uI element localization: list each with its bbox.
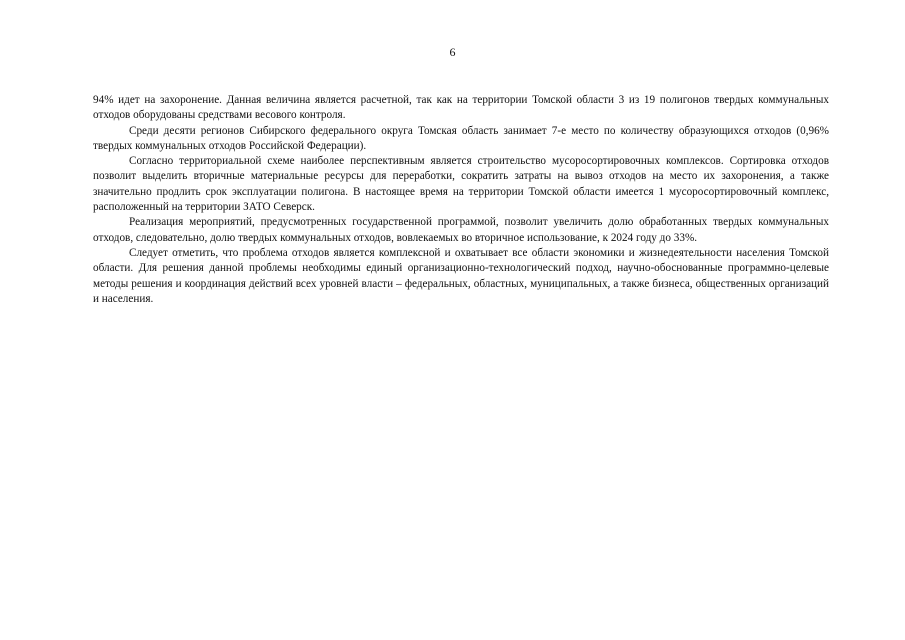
paragraph-sorting-complexes: Согласно территориальной схеме наиболее перспективным является строительство мусоросортировочных комплексов. Сортировка отходов позволит выделить вторичные материальные ресурсы для переработки, сократить затраты на вывоз отходов на место их захоронения, а также значительно продлить срок эксплуатации полигона. В настоящее время на территории Томской области имеется 1 мусоросортировочный комплекс, расположенный на территории ЗАТО Северск. xyxy=(93,155,829,214)
document-body xyxy=(93,93,829,307)
paragraph-region-rank: Среди десяти регионов Сибирского федерального округа Томская область занимает 7-е место по количеству образующихся отходов (0,96% твердых коммунальных отходов Российской Федерации). xyxy=(93,124,829,152)
paragraph-waste-problem: Следует отметить, что проблема отходов является комплексной и охватывает все области экономики и жизнедеятельности населения Томской области. Для решения данной проблемы необходимы единый организационно-технологический подход, научно-обоснованные программно-целевые методы решения и координация действий всех уровней власти – федеральных, областных, муниципальных, а также бизнеса, общественных организаций и населения. xyxy=(93,246,829,305)
paragraph-program-measures: Реализация мероприятий, предусмотренных государственной программой, позволит увеличить долю обработанных твердых коммунальных отходов, следовательно, долю твердых коммунальных отходов, вовлекаемых во вторичное использование, к 2024 году до 33%. xyxy=(93,216,829,244)
page-number: 6 xyxy=(449,45,456,59)
paragraph-continuation: 94% идет на захоронение. Данная величина является расчетной, так как на территории Томской области 3 из 19 полигонов твердых коммунальных отходов оборудованы средствами весового контроля. xyxy=(93,94,829,122)
